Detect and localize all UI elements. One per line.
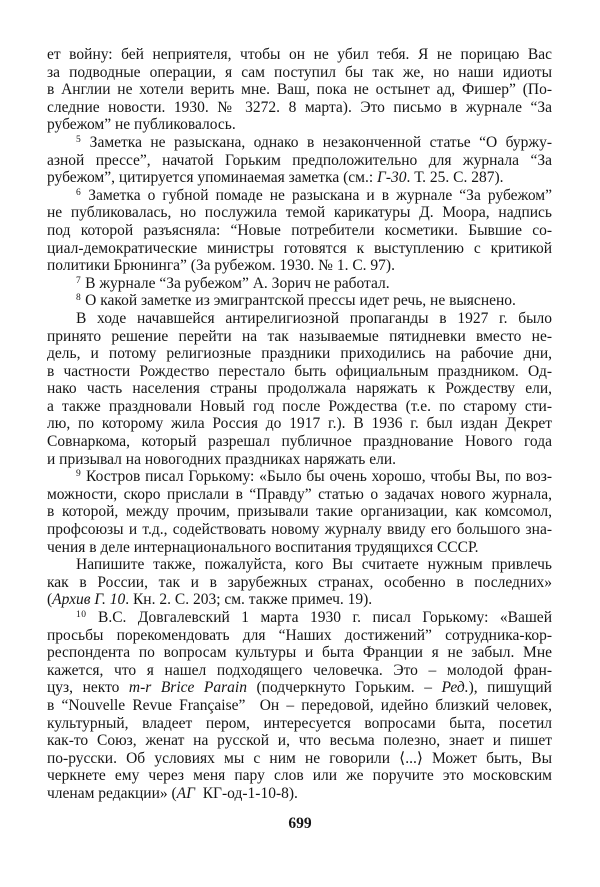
italic-text: Ред. [441, 679, 469, 697]
paragraph [47, 46, 552, 134]
paragraph [47, 468, 552, 556]
text-segment: политики Брюнинга” (За рубежом. 1930. № 1. С. 97). [47, 257, 395, 275]
text-segment: следние новости. 1930. № 3272. 8 марта). Это письмо в журнале “За [47, 98, 552, 116]
text-segment: . Т. 25. С. 287). [406, 169, 504, 187]
text-segment: Напишите также, пожалуйста, кого Вы считаете нужным привлечь [76, 556, 552, 574]
text-line [47, 81, 552, 99]
text-segment: рубежом” не публиковалось. [47, 116, 236, 134]
text-segment: а также праздновали Новый год после Рождества (т.е. по старому сти- [47, 397, 552, 415]
text-segment: цуз, некто [47, 679, 129, 697]
text-segment: дель, и потому религиозные праздники приходились на рабочие дни, [47, 345, 552, 363]
paragraph [47, 609, 552, 803]
text-segment: О какой заметке из эмигрантской прессы идет речь, не выяснено. [81, 292, 516, 310]
text-segment: В журнале “За рубежом” А. Зорич не работал. [81, 274, 390, 292]
paragraph [47, 310, 552, 468]
text-segment: Заметка не разыскана, однако в незаконченной статье “О буржу- [81, 133, 552, 151]
text-segment: Заметка о губной помаде не разыскана и в журнале “За рубежом” [81, 186, 552, 204]
text-line [47, 257, 552, 275]
text-line [47, 292, 552, 310]
text-line [47, 609, 552, 627]
text-line [47, 310, 552, 328]
text-segment: просьбы порекомендовать для “Наших достижений” сотрудника-кор- [47, 626, 552, 644]
text-segment: В ходе начавшейся антирелигиозной пропаганды в 1927 г. было [76, 309, 552, 327]
text-segment: рубежом”, цитируется упоминаемая заметка (см.: [47, 169, 378, 187]
italic-text: Г-30 [377, 169, 407, 187]
text-segment: в Англии не хотели верить мне. Ваш, пока не остынет ад, Фишер” (По- [47, 81, 552, 99]
paragraph [47, 134, 552, 187]
text-segment: (подчеркнуто Горьким. – [246, 679, 442, 697]
text-segment: нако часть населения страны продолжала наряжать к Рождеству ели, [47, 380, 552, 398]
italic-text: Архив Г. 10 [52, 591, 126, 609]
text-segment: В.С. Довгалевский 1 марта 1930 г. писал Горькому: «Вашей [86, 609, 552, 626]
footnote-marker: 6 [76, 187, 82, 198]
text-segment: чения в деле интернационального воспитания трудящихся СССР. [47, 538, 479, 556]
footnote-marker: 7 [76, 275, 82, 286]
text-line [47, 679, 552, 697]
text-line [47, 433, 552, 451]
text-segment: ет войну: бей неприятеля, чтобы он не убил тебя. Я не порицаю Вас [47, 46, 552, 63]
text-segment: . Кн. 2. С. 203; см. также примеч. 19). [125, 591, 373, 609]
text-line [47, 46, 552, 64]
text-line [47, 380, 552, 398]
text-segment: членам редакции» ( [47, 784, 177, 802]
text-line [47, 116, 552, 134]
text-segment: принято решение перейти на так называемые пятидневки вместо не- [47, 327, 552, 345]
text-segment: кажется, что я нашел подходящего человечка. Это – молодой фран- [47, 661, 552, 679]
text-line [47, 152, 552, 170]
text-segment: профсоюзы и т.д., содействовать новому журналу ввиду его большого зна- [47, 521, 552, 539]
text-line [47, 521, 552, 539]
text-segment: можности, скоро прислали в “Правду” статью о задачах нового журнала, [47, 485, 552, 503]
text-block [47, 46, 552, 803]
footnote-marker: 5 [76, 134, 82, 145]
text-line [47, 785, 552, 803]
text-line [47, 503, 552, 521]
text-line [47, 451, 552, 469]
text-line [47, 222, 552, 240]
footnote-marker: 9 [76, 469, 82, 480]
paragraph [47, 187, 552, 275]
text-line [47, 468, 552, 486]
text-segment: ), пишущий [468, 679, 552, 697]
text-segment: по-русски. Об условиях мы с ним не говорили ⟨...⟩ Может быть, Вы [47, 749, 552, 767]
text-line [47, 644, 552, 662]
text-line [47, 715, 552, 733]
text-line [47, 275, 552, 293]
text-segment: ( [47, 591, 53, 609]
text-line [47, 328, 552, 346]
text-segment: в которой, между прочим, призывали такие организации, как комсомол, [47, 503, 552, 521]
text-line [47, 398, 552, 416]
text-segment: черкнете ему через меня пару слов или же поручите это московским [47, 767, 552, 785]
text-segment: как в России, так и в зарубежных странах, особенно в последних» [47, 573, 552, 591]
text-segment: в частности Рождество перестало быть официальным праздником. Од- [47, 362, 552, 380]
paragraph [47, 275, 552, 293]
text-segment: респондента по вопросам культуры и быта Франции я не забыл. Мне [47, 644, 552, 662]
text-line [47, 591, 552, 609]
text-line [47, 134, 552, 152]
text-segment: под которой разъясняла: “Новые потребители косметики. Бывшие со- [47, 221, 552, 239]
text-line [47, 187, 552, 205]
text-line [47, 99, 552, 117]
text-segment: циал-демократические министры готовятся к выступлению с критикой [47, 239, 552, 257]
text-segment: культурный, владеет пером, интересуется вопросами быта, посетил [47, 714, 552, 732]
text-line [47, 627, 552, 645]
text-line [47, 697, 552, 715]
text-segment: КГ-од-1-10-8). [194, 784, 298, 802]
text-line [47, 574, 552, 592]
text-line [47, 363, 552, 381]
text-segment: за подводные операции, я сам поступил бы так же, но наши идиоты [47, 63, 552, 81]
text-line [47, 204, 552, 222]
text-line [47, 345, 552, 363]
text-line [47, 169, 552, 187]
text-line [47, 750, 552, 768]
text-segment: Костров писал Горькому: «Было бы очень хорошо, чтобы Вы, по воз- [81, 468, 552, 486]
text-segment: азной прессе”, начатой Горьким предположительно для журнала “За [47, 151, 552, 169]
text-segment: в “Nouvelle Revue Française” Он – передовой, идейно близкий человек, [47, 696, 552, 714]
italic-text: АГ [176, 784, 195, 802]
text-line [47, 64, 552, 82]
footnote-marker: 8 [76, 293, 82, 304]
text-segment: лю, по которому жила Россия до 1917 г.). В 1936 г. был издан Декрет [47, 415, 552, 433]
text-line [47, 732, 552, 750]
page-number: 699 [288, 815, 312, 832]
text-segment: не публиковалась, но послужила темой карикатуры Д. Моора, надпись [47, 204, 552, 222]
text-line [47, 415, 552, 433]
text-line [47, 556, 552, 574]
text-line [47, 240, 552, 258]
text-line [47, 767, 552, 785]
text-line [47, 539, 552, 557]
text-segment: Совнаркома, который разрешал публичное празднование Нового года [47, 433, 552, 451]
paragraph [47, 556, 552, 609]
text-segment: как-то Союз, женат на русской и, что весьма полезно, знает и пишет [47, 732, 552, 750]
text-segment: и призывал на новогодних праздниках наряжать ели. [47, 450, 397, 468]
text-line [47, 662, 552, 680]
italic-text: m-r Brice Parain [128, 679, 247, 697]
text-line [47, 486, 552, 504]
footnote-marker: 10 [76, 610, 87, 620]
paragraph [47, 292, 552, 310]
